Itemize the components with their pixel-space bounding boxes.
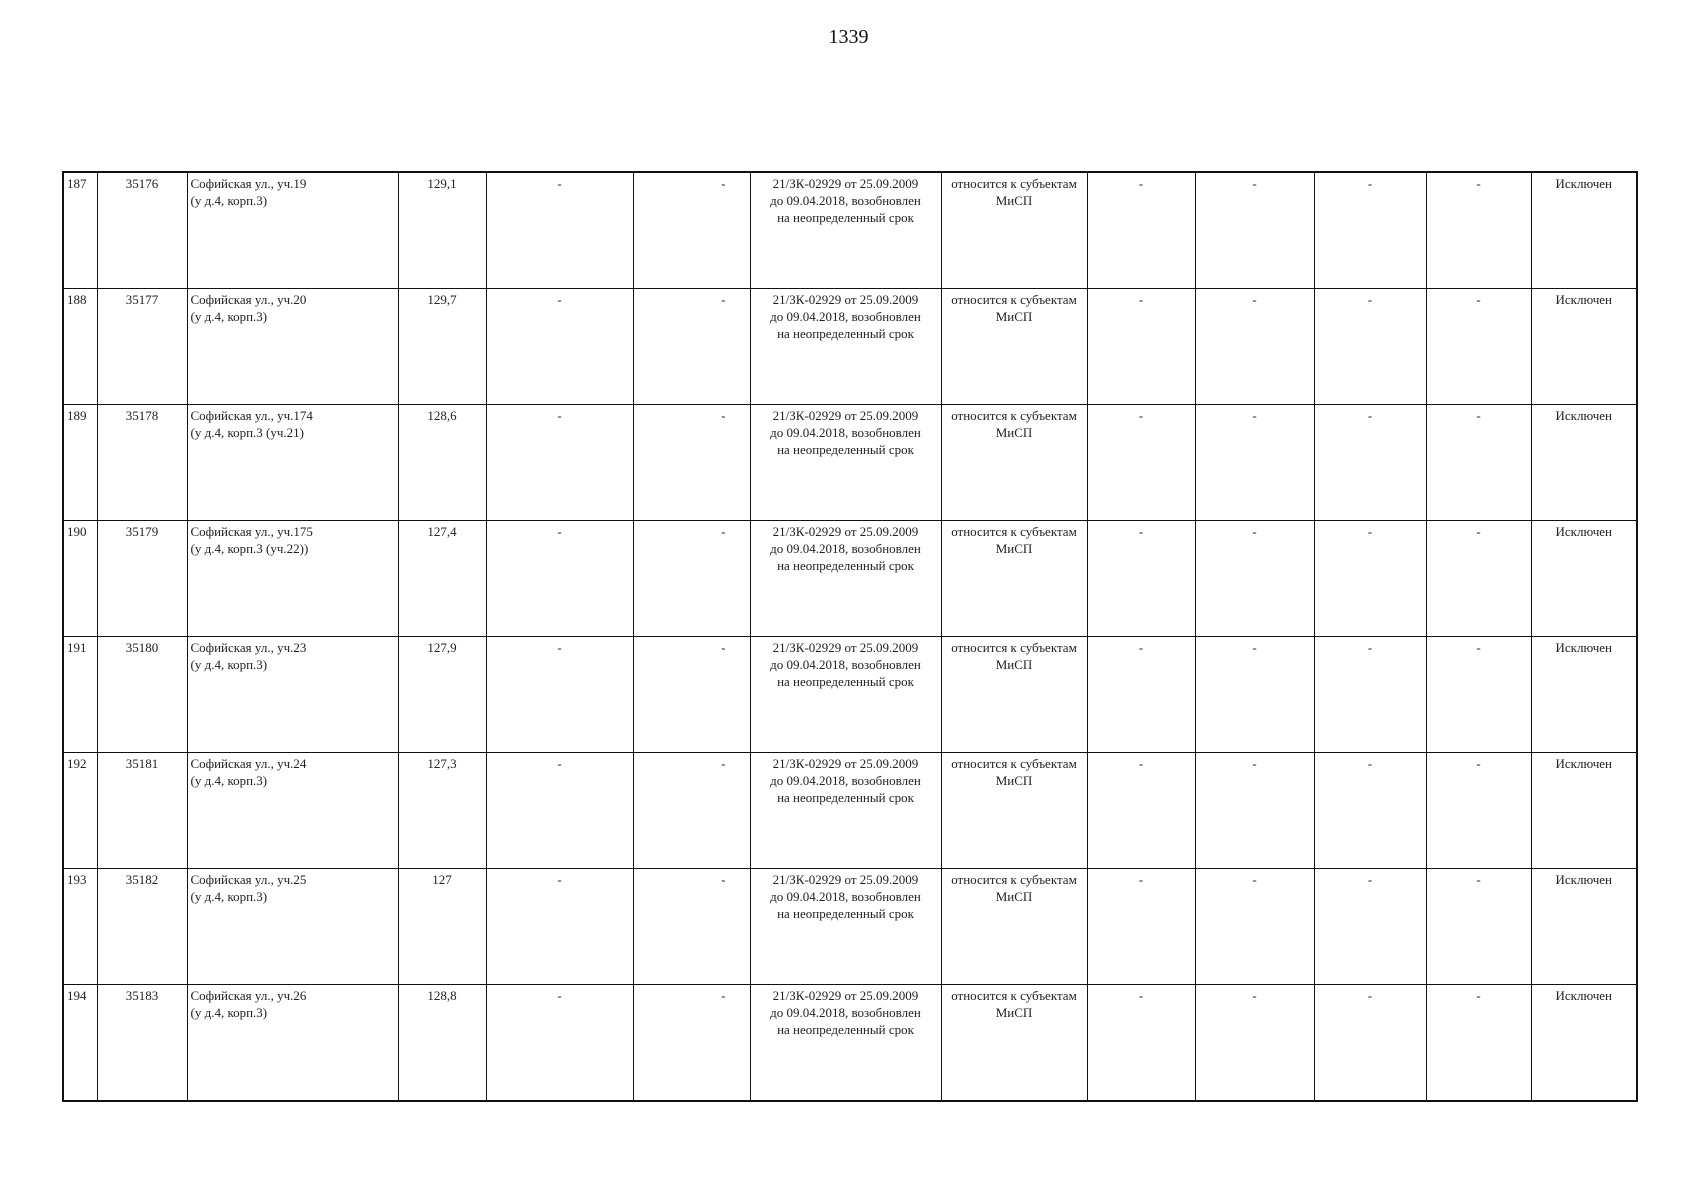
contract-line: на неопределенный срок [777,1022,914,1037]
dash-value: - [1476,524,1481,539]
area-value: 128,6 [427,408,457,423]
table-row [63,521,1637,637]
dash-value: - [1252,756,1257,771]
contract-line: 21/ЗК-02929 от 25.09.2009 [772,872,919,887]
object-code: 35183 [125,988,159,1003]
address-line: Софийская ул., уч.26 [190,988,307,1003]
dash-value: - [721,988,726,1003]
table-row [63,753,1637,869]
address-line: (у д.4, корп.3) [190,889,268,904]
status-cell [1531,637,1637,753]
empty-cell [633,869,750,985]
contract-line: до 09.04.2018, возобновлен [770,541,921,556]
empty-cell [633,172,750,289]
msp-line: относится к субъектам [951,988,1077,1003]
contract-line: до 09.04.2018, возобновлен [770,657,921,672]
contract-line: на неопределенный срок [777,210,914,225]
dash-value: - [1367,988,1373,1003]
dash-value: - [1252,176,1257,191]
area-value: 127,4 [427,524,457,539]
empty-cell [486,637,633,753]
address-line: Софийская ул., уч.174 [190,408,313,423]
dash-value: - [1252,292,1257,307]
dash-value: - [1138,640,1144,655]
contract-line: 21/ЗК-02929 от 25.09.2009 [772,988,919,1003]
dash-value: - [1476,988,1481,1003]
empty-cell [1087,289,1195,405]
msp-line: МиСП [995,889,1033,904]
empty-cell [1426,521,1531,637]
empty-cell [1087,521,1195,637]
row-number: 188 [67,292,87,307]
table-row [63,869,1637,985]
empty-cell [1314,637,1426,753]
address-line: (у д.4, корп.3) [190,1005,268,1020]
object-code: 35180 [125,640,159,655]
status-value: Исключен [1555,408,1612,423]
address-line: (у д.4, корп.3) [190,657,268,672]
empty-cell [1087,637,1195,753]
empty-cell [1195,405,1314,521]
contract-line: до 09.04.2018, возобновлен [770,309,921,324]
contract-line: 21/ЗК-02929 от 25.09.2009 [772,640,919,655]
address-cell [187,869,398,985]
dash-value: - [1138,872,1144,887]
address-cell [187,985,398,1102]
empty-cell [1314,869,1426,985]
object-code: 35179 [125,524,159,539]
row-number: 190 [67,524,87,539]
empty-cell [633,985,750,1102]
empty-cell [1087,753,1195,869]
dash-value: - [1476,408,1481,423]
row-number-cell [63,985,97,1102]
dash-value: - [721,872,726,887]
empty-cell [1087,405,1195,521]
object-code-cell [97,985,187,1102]
row-number: 189 [67,408,87,423]
empty-cell [1426,172,1531,289]
object-code-cell [97,521,187,637]
area-cell [398,753,486,869]
msp-cell [941,637,1087,753]
contract-cell [750,289,941,405]
msp-line: относится к субъектам [951,872,1077,887]
area-value: 129,7 [427,292,457,307]
contract-cell [750,521,941,637]
contract-line: 21/ЗК-02929 от 25.09.2009 [772,408,919,423]
empty-cell [1314,521,1426,637]
msp-line: МиСП [995,773,1033,788]
row-number-cell [63,289,97,405]
empty-cell [633,521,750,637]
empty-cell [1314,172,1426,289]
contract-line: до 09.04.2018, возобновлен [770,425,921,440]
address-line: (у д.4, корп.3) [190,309,268,324]
dash-value: - [1367,872,1373,887]
registry-table [62,171,1638,1102]
dash-value: - [1367,176,1373,191]
empty-cell [1195,637,1314,753]
dash-value: - [1367,756,1373,771]
object-code: 35181 [125,756,159,771]
page-number: 1339 [828,26,869,48]
object-code: 35178 [125,408,159,423]
msp-line: относится к субъектам [951,176,1077,191]
status-value: Исключен [1555,176,1612,191]
contract-cell [750,869,941,985]
empty-cell [486,405,633,521]
empty-cell [1195,753,1314,869]
contract-line: 21/ЗК-02929 от 25.09.2009 [772,524,919,539]
object-code-cell [97,637,187,753]
msp-line: МиСП [995,657,1033,672]
empty-cell [486,985,633,1102]
empty-cell [1087,985,1195,1102]
dash-value: - [557,640,562,655]
empty-cell [1426,985,1531,1102]
contract-line: на неопределенный срок [777,558,914,573]
dash-value: - [1476,756,1481,771]
dash-value: - [557,872,562,887]
row-number-cell [63,637,97,753]
empty-cell [1195,289,1314,405]
area-cell [398,869,486,985]
empty-cell [633,289,750,405]
address-cell [187,172,398,289]
status-cell [1531,521,1637,637]
address-line: Софийская ул., уч.175 [190,524,313,539]
address-line: (у д.4, корп.3) [190,193,268,208]
status-value: Исключен [1555,524,1612,539]
contract-cell [750,985,941,1102]
address-line: Софийская ул., уч.24 [190,756,307,771]
object-code-cell [97,172,187,289]
status-value: Исключен [1555,640,1612,655]
table-body [63,172,1637,1101]
msp-line: МиСП [995,309,1033,324]
empty-cell [1426,637,1531,753]
dash-value: - [1138,176,1144,191]
contract-line: до 09.04.2018, возобновлен [770,889,921,904]
row-number-cell [63,869,97,985]
dash-value: - [557,756,562,771]
msp-line: МиСП [995,193,1033,208]
msp-line: МиСП [995,541,1033,556]
status-cell [1531,405,1637,521]
area-value: 129,1 [427,176,457,191]
dash-value: - [721,524,726,539]
table-row [63,637,1637,753]
dash-value: - [1138,524,1144,539]
empty-cell [633,405,750,521]
empty-cell [1426,289,1531,405]
empty-cell [1087,869,1195,985]
contract-line: до 09.04.2018, возобновлен [770,1005,921,1020]
dash-value: - [721,640,726,655]
area-cell [398,289,486,405]
msp-line: МиСП [995,425,1033,440]
dash-value: - [721,292,726,307]
status-value: Исключен [1555,292,1612,307]
dash-value: - [1476,872,1481,887]
contract-line: на неопределенный срок [777,442,914,457]
empty-cell [486,753,633,869]
address-cell [187,289,398,405]
empty-cell [633,637,750,753]
empty-cell [1195,869,1314,985]
area-value: 127,3 [427,756,457,771]
area-cell [398,405,486,521]
contract-cell [750,753,941,869]
row-number-cell [63,405,97,521]
dash-value: - [1252,640,1257,655]
dash-value: - [557,988,562,1003]
row-number: 193 [67,872,87,887]
contract-line: 21/ЗК-02929 от 25.09.2009 [772,292,919,307]
empty-cell [1195,172,1314,289]
address-cell [187,405,398,521]
contract-line: до 09.04.2018, возобновлен [770,193,921,208]
msp-line: относится к субъектам [951,524,1077,539]
address-line: (у д.4, корп.3 (уч.21) [190,425,305,440]
dash-value: - [1252,872,1257,887]
status-value: Исключен [1555,756,1612,771]
area-cell [398,172,486,289]
row-number: 191 [67,640,87,655]
contract-cell [750,172,941,289]
empty-cell [633,753,750,869]
contract-line: на неопределенный срок [777,790,914,805]
status-cell [1531,753,1637,869]
contract-cell [750,637,941,753]
msp-line: относится к субъектам [951,292,1077,307]
empty-cell [1426,753,1531,869]
empty-cell [486,289,633,405]
contract-line: 21/ЗК-02929 от 25.09.2009 [772,756,919,771]
empty-cell [1195,985,1314,1102]
msp-line: относится к субъектам [951,756,1077,771]
contract-line: на неопределенный срок [777,326,914,341]
empty-cell [1087,172,1195,289]
object-code-cell [97,405,187,521]
contract-line: до 09.04.2018, возобновлен [770,773,921,788]
status-cell [1531,172,1637,289]
area-cell [398,985,486,1102]
table-row [63,289,1637,405]
status-value: Исключен [1555,988,1612,1003]
dash-value: - [557,524,562,539]
area-value: 128,8 [427,988,457,1003]
contract-cell [750,405,941,521]
table-row [63,405,1637,521]
dash-value: - [721,756,726,771]
table-row [63,172,1637,289]
address-line: Софийская ул., уч.20 [190,292,307,307]
msp-cell [941,985,1087,1102]
object-code-cell [97,869,187,985]
dash-value: - [1476,176,1481,191]
address-line: Софийская ул., уч.25 [190,872,307,887]
dash-value: - [1138,408,1144,423]
msp-cell [941,405,1087,521]
dash-value: - [1367,292,1373,307]
empty-cell [1314,985,1426,1102]
empty-cell [486,521,633,637]
object-code: 35177 [125,292,159,307]
row-number: 192 [67,756,87,771]
contract-line: на неопределенный срок [777,906,914,921]
msp-cell [941,869,1087,985]
status-cell [1531,869,1637,985]
status-cell [1531,985,1637,1102]
contract-line: 21/ЗК-02929 от 25.09.2009 [772,176,919,191]
dash-value: - [1138,988,1144,1003]
dash-value: - [1367,640,1373,655]
address-cell [187,637,398,753]
dash-value: - [721,176,726,191]
object-code-cell [97,753,187,869]
contract-line: на неопределенный срок [777,674,914,689]
object-code-cell [97,289,187,405]
address-line: (у д.4, корп.3 (уч.22)) [190,541,309,556]
address-line: (у д.4, корп.3) [190,773,268,788]
address-cell [187,753,398,869]
empty-cell [1195,521,1314,637]
area-cell [398,521,486,637]
dash-value: - [557,292,562,307]
msp-cell [941,289,1087,405]
area-value: 127 [432,872,452,887]
object-code: 35176 [125,176,159,191]
msp-cell [941,521,1087,637]
dash-value: - [1138,756,1144,771]
dash-value: - [1367,408,1373,423]
dash-value: - [1476,640,1481,655]
empty-cell [486,869,633,985]
area-value: 127,9 [427,640,457,655]
address-cell [187,521,398,637]
dash-value: - [1252,524,1257,539]
row-number: 187 [67,176,87,191]
dash-value: - [557,176,562,191]
msp-line: относится к субъектам [951,640,1077,655]
msp-line: МиСП [995,1005,1033,1020]
address-line: Софийская ул., уч.23 [190,640,307,655]
msp-cell [941,753,1087,869]
status-cell [1531,289,1637,405]
empty-cell [1426,405,1531,521]
row-number-cell [63,521,97,637]
row-number-cell [63,172,97,289]
row-number: 194 [67,988,87,1003]
msp-cell [941,172,1087,289]
empty-cell [486,172,633,289]
dash-value: - [1138,292,1144,307]
status-value: Исключен [1555,872,1612,887]
empty-cell [1314,753,1426,869]
dash-value: - [1252,988,1257,1003]
address-line: Софийская ул., уч.19 [190,176,307,191]
area-cell [398,637,486,753]
object-code: 35182 [125,872,159,887]
empty-cell [1314,289,1426,405]
empty-cell [1314,405,1426,521]
dash-value: - [1476,292,1481,307]
empty-cell [1426,869,1531,985]
dash-value: - [557,408,562,423]
msp-line: относится к субъектам [951,408,1077,423]
table-row [63,985,1637,1102]
row-number-cell [63,753,97,869]
dash-value: - [1367,524,1373,539]
dash-value: - [721,408,726,423]
dash-value: - [1252,408,1257,423]
